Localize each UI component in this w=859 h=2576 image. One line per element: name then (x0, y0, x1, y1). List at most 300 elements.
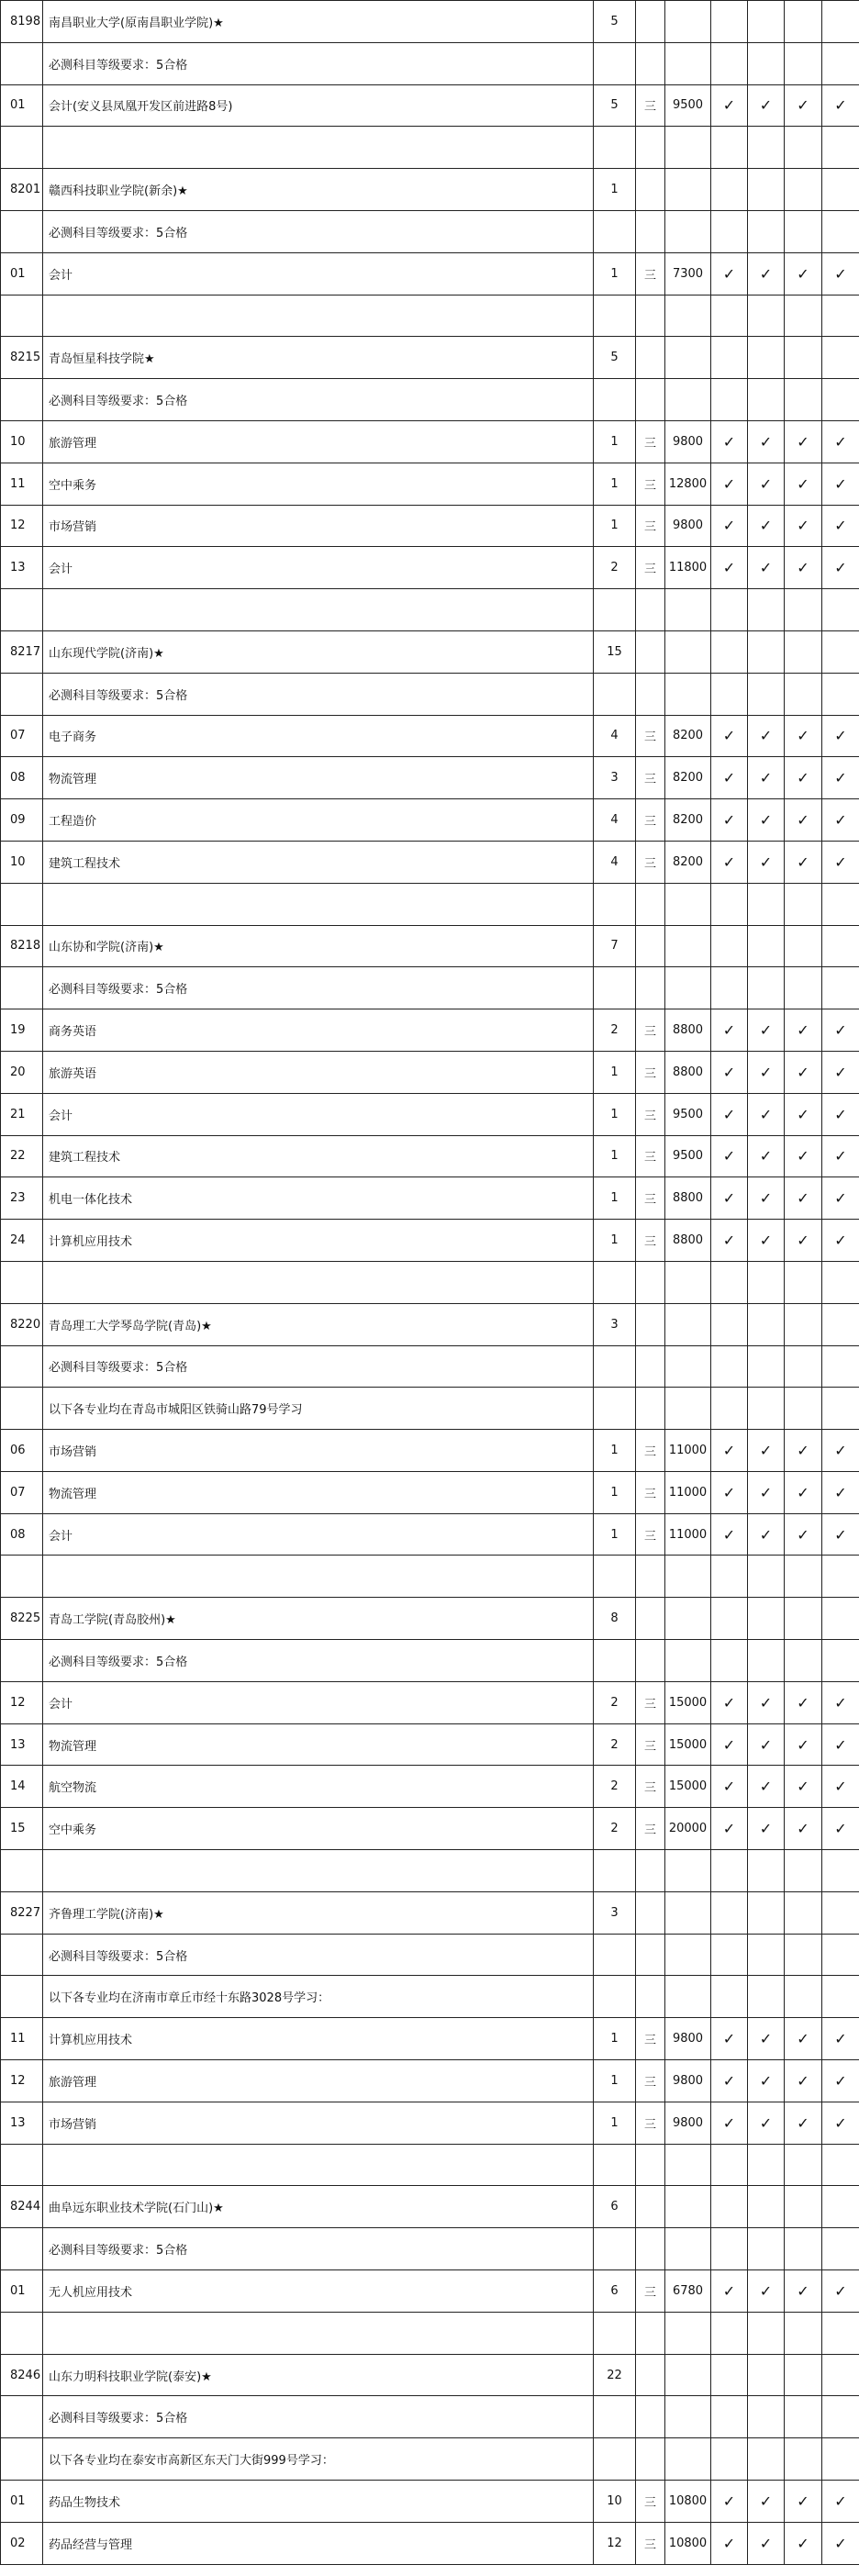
empty-cell (636, 169, 665, 211)
major-level: 三 (636, 1723, 665, 1766)
major-row (1, 463, 859, 505)
check-mark: ✓ (711, 463, 748, 505)
empty-cell (748, 1640, 785, 1682)
check-mark: ✓ (822, 1766, 859, 1808)
check-mark: ✓ (785, 2270, 822, 2313)
check-mark: ✓ (785, 2522, 822, 2564)
check-mark: ✓ (822, 841, 859, 883)
empty-cell (822, 1303, 859, 1345)
check-mark: ✓ (785, 1135, 822, 1177)
blank-row (1, 589, 859, 631)
empty-cell (665, 2354, 711, 2396)
empty-cell (636, 883, 665, 925)
major-fee: 6780 (665, 2270, 711, 2313)
empty-cell (822, 2438, 859, 2481)
major-name: 市场营销 (43, 2102, 594, 2144)
check-mark: ✓ (748, 1808, 785, 1850)
school-code: 8246 (1, 2354, 43, 2396)
empty-cell (1, 2228, 43, 2270)
major-fee: 8800 (665, 1177, 711, 1220)
empty-cell (1, 379, 43, 421)
check-mark: ✓ (748, 1513, 785, 1556)
major-row (1, 2060, 859, 2102)
major-code: 14 (1, 1766, 43, 1808)
note-row (1, 1640, 859, 1682)
check-mark: ✓ (822, 463, 859, 505)
check-mark: ✓ (711, 1177, 748, 1220)
school-row (1, 925, 859, 967)
check-mark: ✓ (711, 1093, 748, 1135)
school-name: 赣西科技职业学院(新余)★ (43, 169, 594, 211)
check-mark: ✓ (711, 252, 748, 295)
check-mark: ✓ (748, 2522, 785, 2564)
major-fee: 8800 (665, 1051, 711, 1093)
check-mark: ✓ (822, 799, 859, 842)
major-count: 5 (594, 84, 636, 127)
empty-cell (748, 589, 785, 631)
check-mark: ✓ (748, 1009, 785, 1052)
empty-cell (594, 1388, 636, 1430)
note-row (1, 210, 859, 252)
major-code: 11 (1, 463, 43, 505)
major-level: 三 (636, 2481, 665, 2523)
major-count: 1 (594, 1177, 636, 1220)
major-row (1, 799, 859, 842)
check-mark: ✓ (822, 547, 859, 589)
check-mark: ✓ (711, 1766, 748, 1808)
major-code: 07 (1, 715, 43, 757)
empty-cell (748, 1303, 785, 1345)
empty-cell (711, 42, 748, 84)
major-count: 1 (594, 1471, 636, 1513)
major-count: 1 (594, 252, 636, 295)
empty-cell (711, 2354, 748, 2396)
school-code: 8215 (1, 337, 43, 379)
empty-cell (636, 2144, 665, 2186)
major-row (1, 1135, 859, 1177)
check-mark: ✓ (711, 1220, 748, 1262)
major-row (1, 841, 859, 883)
major-code: 01 (1, 252, 43, 295)
major-name: 计算机应用技术 (43, 2018, 594, 2060)
check-mark: ✓ (748, 1135, 785, 1177)
major-code: 08 (1, 757, 43, 799)
empty-cell (785, 2354, 822, 2396)
empty-cell (822, 210, 859, 252)
check-mark: ✓ (748, 1430, 785, 1472)
empty-cell (711, 1261, 748, 1303)
note-text: 必测科目等级要求：5合格 (43, 2228, 594, 2270)
major-code: 01 (1, 2270, 43, 2313)
empty-cell (1, 1388, 43, 1430)
empty-cell (822, 2354, 859, 2396)
empty-cell (665, 883, 711, 925)
empty-cell (711, 2144, 748, 2186)
check-mark: ✓ (785, 252, 822, 295)
school-name: 曲阜远东职业技术学院(石门山)★ (43, 2186, 594, 2228)
note-row (1, 379, 859, 421)
empty-cell (822, 337, 859, 379)
major-code: 01 (1, 84, 43, 127)
check-mark: ✓ (748, 2481, 785, 2523)
empty-cell (43, 295, 594, 337)
major-fee: 15000 (665, 1681, 711, 1723)
note-row (1, 2438, 859, 2481)
empty-cell (748, 1976, 785, 2018)
empty-cell (785, 1850, 822, 1892)
empty-cell (822, 2228, 859, 2270)
check-mark: ✓ (822, 1808, 859, 1850)
empty-cell (711, 1976, 748, 2018)
empty-cell (43, 2144, 594, 2186)
check-mark: ✓ (711, 1808, 748, 1850)
major-fee: 8800 (665, 1220, 711, 1262)
empty-cell (785, 295, 822, 337)
check-mark: ✓ (822, 2102, 859, 2144)
school-row (1, 1598, 859, 1640)
empty-cell (711, 589, 748, 631)
check-mark: ✓ (748, 420, 785, 463)
major-code: 10 (1, 841, 43, 883)
major-row (1, 1220, 859, 1262)
major-count: 1 (594, 463, 636, 505)
empty-cell (665, 2312, 711, 2354)
major-row (1, 84, 859, 127)
empty-cell (785, 883, 822, 925)
check-mark: ✓ (822, 84, 859, 127)
school-code: 8244 (1, 2186, 43, 2228)
empty-cell (594, 589, 636, 631)
major-name: 物流管理 (43, 757, 594, 799)
empty-cell (1, 883, 43, 925)
check-mark: ✓ (711, 1430, 748, 1472)
major-level: 三 (636, 463, 665, 505)
empty-cell (665, 295, 711, 337)
empty-cell (785, 169, 822, 211)
empty-cell (594, 1640, 636, 1682)
empty-cell (785, 2186, 822, 2228)
major-fee: 9800 (665, 2102, 711, 2144)
empty-cell (594, 2396, 636, 2438)
check-mark: ✓ (748, 2060, 785, 2102)
major-level: 三 (636, 1009, 665, 1052)
major-fee: 12800 (665, 463, 711, 505)
major-fee: 8200 (665, 841, 711, 883)
empty-cell (748, 2354, 785, 2396)
empty-cell (594, 673, 636, 715)
empty-cell (711, 1598, 748, 1640)
major-fee: 10800 (665, 2522, 711, 2564)
major-fee: 8200 (665, 799, 711, 842)
empty-cell (748, 210, 785, 252)
school-code: 8225 (1, 1598, 43, 1640)
check-mark: ✓ (711, 1681, 748, 1723)
school-row (1, 2354, 859, 2396)
check-mark: ✓ (748, 1220, 785, 1262)
empty-cell (822, 295, 859, 337)
major-count: 2 (594, 547, 636, 589)
major-count: 2 (594, 1681, 636, 1723)
check-mark: ✓ (711, 799, 748, 842)
school-count: 1 (594, 169, 636, 211)
major-code: 12 (1, 1681, 43, 1723)
major-level: 三 (636, 1808, 665, 1850)
empty-cell (1, 967, 43, 1009)
blank-row (1, 2144, 859, 2186)
school-name: 青岛恒星科技学院★ (43, 337, 594, 379)
check-mark: ✓ (711, 84, 748, 127)
empty-cell (748, 1388, 785, 1430)
note-text: 必测科目等级要求：5合格 (43, 42, 594, 84)
major-code: 21 (1, 1093, 43, 1135)
check-mark: ✓ (785, 2481, 822, 2523)
check-mark: ✓ (822, 1723, 859, 1766)
empty-cell (665, 2438, 711, 2481)
check-mark: ✓ (785, 420, 822, 463)
check-mark: ✓ (748, 463, 785, 505)
empty-cell (665, 42, 711, 84)
check-mark: ✓ (822, 1093, 859, 1135)
major-row (1, 252, 859, 295)
check-mark: ✓ (711, 2522, 748, 2564)
empty-cell (748, 295, 785, 337)
major-fee: 9800 (665, 2018, 711, 2060)
major-fee: 11000 (665, 1513, 711, 1556)
empty-cell (822, 925, 859, 967)
empty-cell (748, 1345, 785, 1388)
major-code: 19 (1, 1009, 43, 1052)
blank-row (1, 883, 859, 925)
major-fee: 11800 (665, 547, 711, 589)
check-mark: ✓ (711, 2102, 748, 2144)
major-name: 空中乘务 (43, 1808, 594, 1850)
major-fee: 9500 (665, 1093, 711, 1135)
empty-cell (785, 210, 822, 252)
school-count: 5 (594, 1, 636, 43)
empty-cell (1, 210, 43, 252)
empty-cell (594, 883, 636, 925)
major-count: 10 (594, 2481, 636, 2523)
major-row (1, 757, 859, 799)
check-mark: ✓ (785, 841, 822, 883)
empty-cell (711, 210, 748, 252)
check-mark: ✓ (711, 1051, 748, 1093)
empty-cell (594, 1261, 636, 1303)
check-mark: ✓ (822, 757, 859, 799)
empty-cell (636, 1303, 665, 1345)
major-code: 08 (1, 1513, 43, 1556)
major-fee: 9500 (665, 84, 711, 127)
empty-cell (748, 1850, 785, 1892)
check-mark: ✓ (785, 505, 822, 547)
major-row (1, 505, 859, 547)
check-mark: ✓ (822, 2060, 859, 2102)
empty-cell (785, 2228, 822, 2270)
empty-cell (785, 967, 822, 1009)
check-mark: ✓ (748, 715, 785, 757)
note-row (1, 1976, 859, 2018)
check-mark: ✓ (785, 1766, 822, 1808)
major-level: 三 (636, 1471, 665, 1513)
empty-cell (594, 295, 636, 337)
empty-cell (636, 42, 665, 84)
empty-cell (822, 1850, 859, 1892)
check-mark: ✓ (711, 1471, 748, 1513)
check-mark: ✓ (748, 505, 785, 547)
empty-cell (636, 1598, 665, 1640)
check-mark: ✓ (748, 2270, 785, 2313)
empty-cell (665, 925, 711, 967)
major-level: 三 (636, 1051, 665, 1093)
major-name: 机电一体化技术 (43, 1177, 594, 1220)
school-code: 8227 (1, 1891, 43, 1934)
major-row (1, 2102, 859, 2144)
major-row (1, 2522, 859, 2564)
empty-cell (822, 630, 859, 673)
note-text: 必测科目等级要求：5合格 (43, 1640, 594, 1682)
empty-cell (822, 1261, 859, 1303)
empty-cell (636, 2228, 665, 2270)
empty-cell (822, 1891, 859, 1934)
note-text: 必测科目等级要求：5合格 (43, 1934, 594, 1976)
empty-cell (785, 1303, 822, 1345)
check-mark: ✓ (822, 252, 859, 295)
major-level: 三 (636, 2102, 665, 2144)
major-name: 会计 (43, 547, 594, 589)
major-count: 1 (594, 1220, 636, 1262)
empty-cell (665, 1640, 711, 1682)
empty-cell (43, 1850, 594, 1892)
empty-cell (785, 379, 822, 421)
note-text: 必测科目等级要求：5合格 (43, 673, 594, 715)
empty-cell (785, 2144, 822, 2186)
major-level: 三 (636, 1220, 665, 1262)
check-mark: ✓ (748, 1051, 785, 1093)
empty-cell (636, 295, 665, 337)
major-count: 3 (594, 757, 636, 799)
major-code: 10 (1, 420, 43, 463)
empty-cell (822, 127, 859, 169)
check-mark: ✓ (748, 547, 785, 589)
empty-cell (711, 2228, 748, 2270)
check-mark: ✓ (711, 1135, 748, 1177)
check-mark: ✓ (711, 2060, 748, 2102)
empty-cell (748, 1261, 785, 1303)
check-mark: ✓ (822, 2481, 859, 2523)
empty-cell (594, 210, 636, 252)
empty-cell (711, 1388, 748, 1430)
check-mark: ✓ (748, 757, 785, 799)
empty-cell (636, 1345, 665, 1388)
empty-cell (665, 2186, 711, 2228)
check-mark: ✓ (748, 1766, 785, 1808)
major-count: 12 (594, 2522, 636, 2564)
major-code: 23 (1, 1177, 43, 1220)
check-mark: ✓ (711, 757, 748, 799)
empty-cell (748, 925, 785, 967)
major-name: 航空物流 (43, 1766, 594, 1808)
major-row (1, 1681, 859, 1723)
check-mark: ✓ (711, 420, 748, 463)
empty-cell (594, 1934, 636, 1976)
check-mark: ✓ (785, 715, 822, 757)
major-level: 三 (636, 505, 665, 547)
empty-cell (785, 2438, 822, 2481)
empty-cell (636, 967, 665, 1009)
empty-cell (785, 673, 822, 715)
check-mark: ✓ (822, 1177, 859, 1220)
empty-cell (1, 1261, 43, 1303)
empty-cell (822, 1345, 859, 1388)
major-level: 三 (636, 1430, 665, 1472)
note-text: 以下各专业均在青岛市城阳区铁骑山路79号学习 (43, 1388, 594, 1430)
major-fee: 9800 (665, 505, 711, 547)
check-mark: ✓ (785, 547, 822, 589)
note-text: 以下各专业均在济南市章丘市经十东路3028号学习： (43, 1976, 594, 2018)
empty-cell (636, 2186, 665, 2228)
major-count: 2 (594, 1766, 636, 1808)
major-code: 09 (1, 799, 43, 842)
empty-cell (822, 2186, 859, 2228)
major-name: 药品生物技术 (43, 2481, 594, 2523)
empty-cell (594, 2312, 636, 2354)
major-count: 1 (594, 1135, 636, 1177)
school-name: 山东力明科技职业学院(泰安)★ (43, 2354, 594, 2396)
major-name: 会计(安义县凤凰开发区前进路8号) (43, 84, 594, 127)
empty-cell (594, 1345, 636, 1388)
check-mark: ✓ (785, 84, 822, 127)
check-mark: ✓ (822, 1009, 859, 1052)
empty-cell (636, 2396, 665, 2438)
school-row (1, 630, 859, 673)
major-row (1, 1808, 859, 1850)
empty-cell (748, 1934, 785, 1976)
school-count: 3 (594, 1303, 636, 1345)
check-mark: ✓ (785, 1093, 822, 1135)
major-code: 22 (1, 1135, 43, 1177)
empty-cell (594, 1556, 636, 1598)
empty-cell (711, 2438, 748, 2481)
school-name: 齐鲁理工学院(济南)★ (43, 1891, 594, 1934)
check-mark: ✓ (785, 1009, 822, 1052)
school-count: 22 (594, 2354, 636, 2396)
check-mark: ✓ (711, 2270, 748, 2313)
empty-cell (822, 1388, 859, 1430)
check-mark: ✓ (822, 505, 859, 547)
check-mark: ✓ (822, 1135, 859, 1177)
empty-cell (822, 1598, 859, 1640)
empty-cell (665, 1934, 711, 1976)
major-count: 4 (594, 799, 636, 842)
major-level: 三 (636, 715, 665, 757)
empty-cell (1, 42, 43, 84)
major-row (1, 547, 859, 589)
note-row (1, 42, 859, 84)
school-row (1, 1891, 859, 1934)
major-level: 三 (636, 1681, 665, 1723)
school-code: 8198 (1, 1, 43, 43)
check-mark: ✓ (748, 1681, 785, 1723)
empty-cell (822, 1640, 859, 1682)
major-row (1, 2018, 859, 2060)
empty-cell (636, 1976, 665, 2018)
major-level: 三 (636, 1093, 665, 1135)
major-row (1, 1430, 859, 1472)
empty-cell (43, 1556, 594, 1598)
school-count: 7 (594, 925, 636, 967)
empty-cell (822, 589, 859, 631)
empty-cell (636, 1261, 665, 1303)
